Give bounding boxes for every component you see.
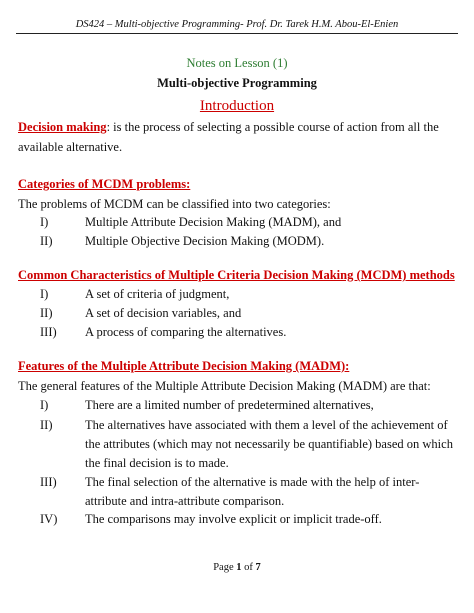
- list-item-text: Multiple Attribute Decision Making (MADM), and: [85, 215, 342, 229]
- list-item-number: I): [40, 215, 49, 229]
- list-item-text: There are a limited number of predetermined alternatives,: [85, 398, 374, 412]
- definition-text: : is the process of selecting a possible course of action from all the available alternative.: [18, 120, 439, 154]
- list-item-number: II): [40, 306, 53, 320]
- list-item-text: The final selection of the alternative is made with the help of inter- attribute and intra-attribute comparison.: [85, 475, 420, 508]
- list-item: [40, 396, 456, 415]
- list-item-text: A set of criteria of judgment,: [85, 287, 230, 301]
- section-title-text: Introduction: [199, 98, 275, 114]
- categories-heading-text: Categories of MCDM problems:: [18, 177, 191, 191]
- features-heading: [18, 356, 456, 376]
- list-item-number: III): [40, 475, 57, 489]
- list-item-text: A process of comparing the alternatives.: [85, 325, 287, 339]
- list-item: [40, 232, 456, 251]
- categories-intro: The problems of MCDM can be classified into two categories:: [18, 197, 331, 211]
- list-item-number: IV): [40, 512, 58, 526]
- list-item: [40, 304, 456, 323]
- list-item: [40, 213, 456, 232]
- list-item-number: II): [40, 234, 53, 248]
- definition-term: Decision making: [18, 120, 107, 134]
- definition-paragraph: [18, 117, 456, 157]
- list-item-text: The comparisons may involve explicit or implicit trade-off.: [85, 512, 382, 526]
- common-heading-text: Common Characteristics of Multiple Criteria Decision Making (MCDM) methods: [18, 268, 455, 282]
- page-number: 1: [236, 562, 242, 573]
- list-item-text: A set of decision variables, and: [85, 306, 242, 320]
- notes-title: Notes on Lesson (1): [186, 56, 288, 70]
- list-item-text: The alternatives have associated with them a level of the achievement of the attributes (which may not necessarily be quantifiable) based on which the final decision is to made.: [85, 418, 453, 470]
- list-item: [40, 323, 456, 342]
- features-intro: The general features of the Multiple Attribute Decision Making (MADM) are that:: [18, 379, 431, 393]
- page-footer: [0, 562, 474, 573]
- page-label: Page: [213, 562, 234, 573]
- list-item-number: I): [40, 398, 49, 412]
- common-heading: [18, 265, 456, 285]
- list-item-number: I): [40, 287, 49, 301]
- page-header: DS424 – Multi-objective Programming- Prof. Dr. Tarek H.M. Abou-El-Enien: [16, 19, 458, 34]
- of-label: of: [244, 562, 253, 573]
- list-item-text: Multiple Objective Decision Making (MODM).: [85, 234, 325, 248]
- categories-heading: [18, 174, 456, 194]
- list-item: [40, 510, 456, 529]
- list-item: [40, 416, 456, 473]
- section-title: [0, 98, 474, 115]
- list-item-number: II): [40, 418, 53, 432]
- features-heading-text: Features of the Multiple Attribute Decision Making (MADM):: [18, 359, 350, 373]
- list-item: [40, 285, 456, 304]
- lesson-title: Multi-objective Programming: [157, 76, 317, 90]
- list-item: [40, 473, 456, 511]
- page-total: 7: [255, 562, 261, 573]
- list-item-number: III): [40, 325, 57, 339]
